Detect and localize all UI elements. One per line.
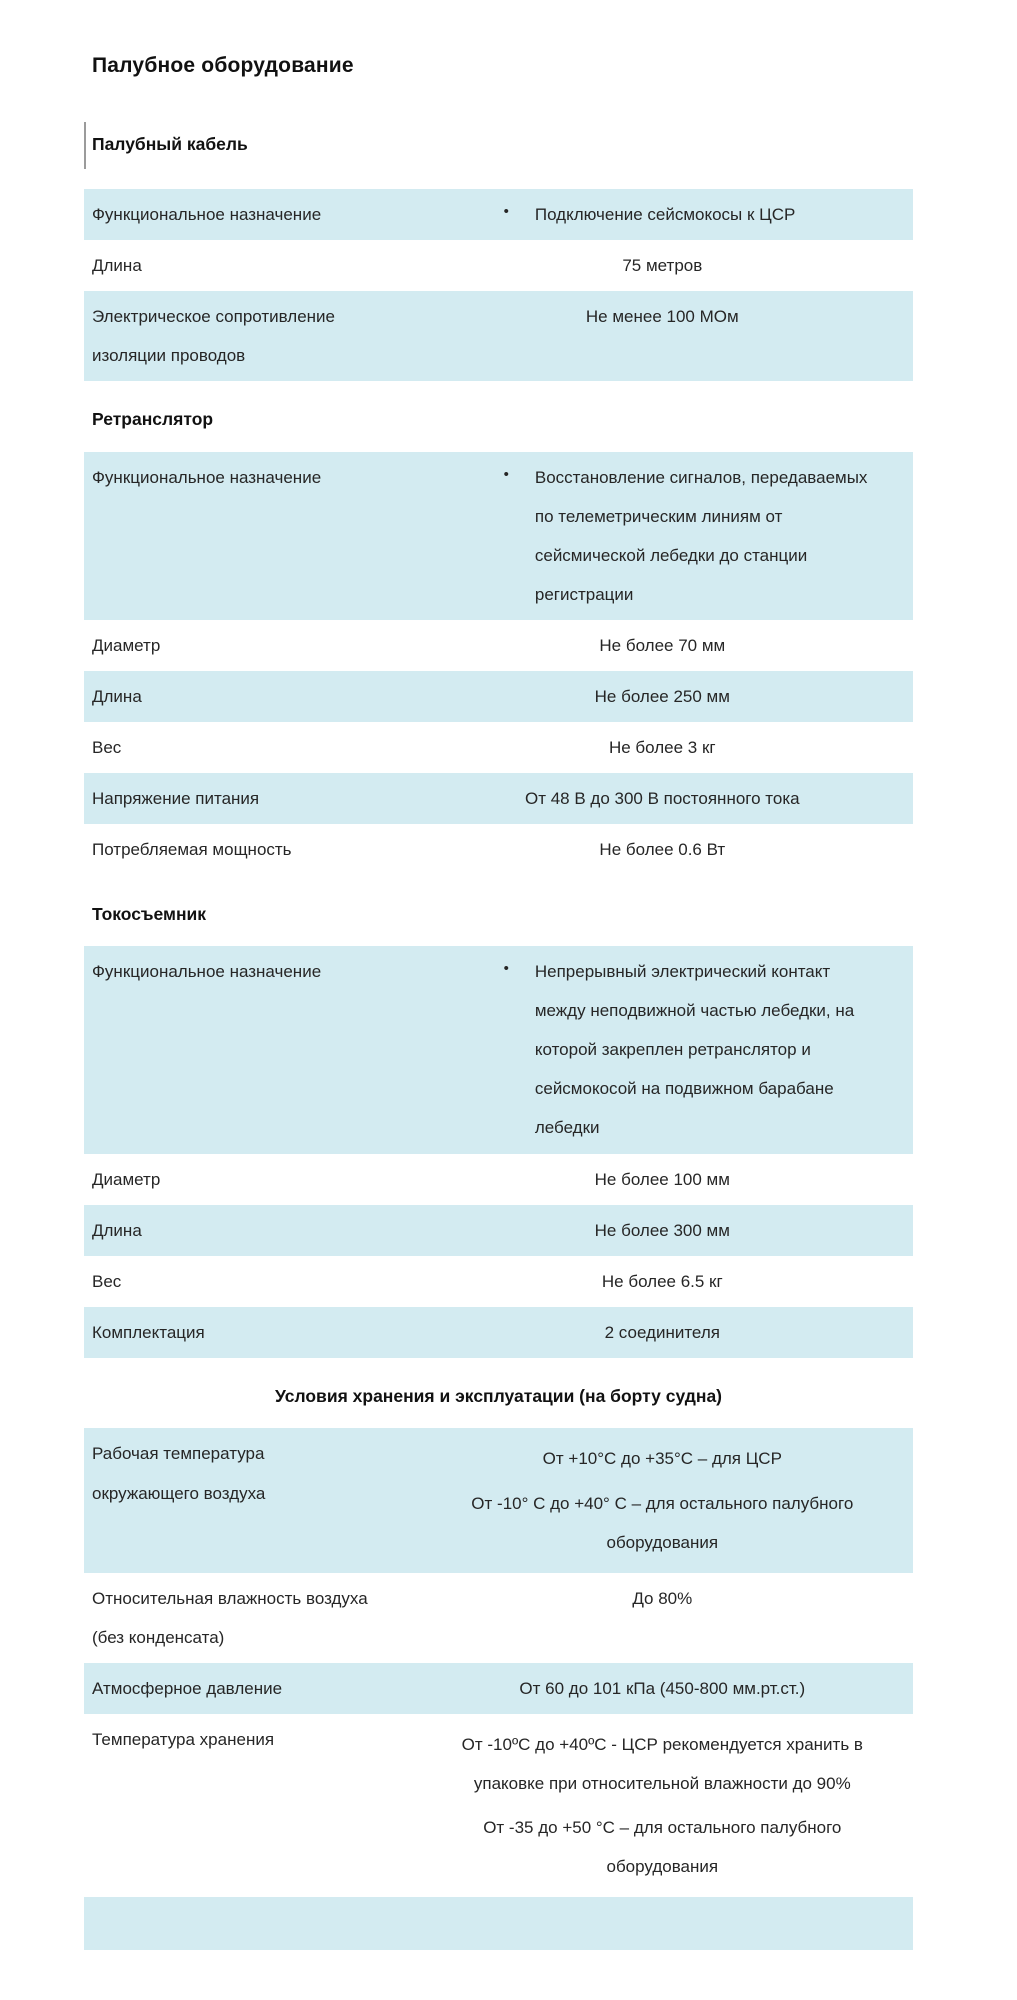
row-value: Не более 3 кг — [608, 738, 716, 758]
row-label: Напряжение питания — [92, 789, 260, 809]
table-row — [84, 1154, 913, 1205]
row-label: Функциональное назначение — [92, 204, 322, 224]
table-row — [84, 291, 913, 381]
spec-table-repeater — [84, 452, 913, 876]
empty-row — [84, 1897, 913, 1950]
bullet-text: Подключение сейсмокосы к ЦСР — [534, 204, 796, 224]
table-row — [84, 1307, 913, 1358]
table-row — [84, 620, 913, 671]
table-row — [84, 722, 913, 773]
table-row — [84, 1663, 913, 1714]
row-label: Комплектация — [92, 1322, 205, 1342]
page-title: Палубное оборудование — [92, 54, 354, 77]
section-heading-repeater: Ретранслятор — [92, 409, 214, 430]
table-row — [84, 1256, 913, 1307]
row-value — [416, 458, 913, 614]
table-row — [84, 671, 913, 722]
row-value: Не более 100 мм — [594, 1169, 730, 1189]
row-value: До 80% — [632, 1588, 693, 1608]
table-row — [84, 824, 913, 875]
row-label: Атмосферное давление — [92, 1678, 283, 1698]
value-paragraph: От -10° С до +40° С – для остального палубного оборудования — [471, 1493, 854, 1552]
row-value: Не более 70 мм — [599, 636, 726, 656]
value-paragraph: От +10°C до +35°C – для ЦСР — [542, 1449, 782, 1469]
row-label: Функциональное назначение — [92, 467, 322, 487]
table-row — [84, 1205, 913, 1256]
table-row — [84, 773, 913, 824]
row-label: Длина — [92, 687, 142, 707]
row-value — [416, 952, 913, 1147]
table-row — [84, 946, 913, 1153]
row-label: Вес — [92, 1271, 122, 1291]
row-value: Не более 0.6 Вт — [599, 840, 726, 860]
row-label: Длина — [92, 255, 142, 275]
table-row — [84, 189, 913, 240]
row-value: Не более 250 мм — [594, 687, 730, 707]
section-heading-slip-ring: Токосъемник — [92, 903, 207, 924]
row-label: Длина — [92, 1220, 142, 1240]
spec-table-slip-ring — [84, 946, 913, 1358]
row-value: 75 метров — [622, 255, 703, 275]
row-label: Диаметр — [92, 1169, 161, 1189]
table-row — [84, 1428, 913, 1572]
row-label: Электрическое сопротивление изоляции проводов — [92, 307, 335, 366]
row-label: Вес — [92, 738, 122, 758]
row-value: 2 соединителя — [604, 1322, 720, 1342]
spec-table-deck-cable — [84, 189, 913, 381]
spec-table-storage-conditions — [84, 1428, 913, 1950]
row-label: Рабочая температура окружающего воздуха — [92, 1444, 266, 1503]
row-value — [416, 1720, 913, 1891]
row-value: Не более 300 мм — [594, 1220, 730, 1240]
table-row — [84, 452, 913, 620]
row-value: Не более 6.5 кг — [601, 1271, 723, 1291]
table-row — [84, 240, 913, 291]
section-heading-storage-conditions: Условия хранения и эксплуатации (на борту судна) — [274, 1385, 723, 1406]
row-value — [416, 195, 913, 234]
row-label: Потребляемая мощность — [92, 840, 292, 860]
row-value — [416, 1434, 913, 1566]
row-value: От 48 В до 300 В постоянного тока — [524, 789, 800, 809]
value-paragraph: От -10ºС до +40ºС - ЦСР рекомендуется хранить в упаковке при относительной влажности до 90% — [461, 1734, 863, 1794]
row-label: Относительная влажность воздуха (без конденсата) — [92, 1588, 368, 1647]
row-label: Диаметр — [92, 636, 161, 656]
row-value: От 60 до 101 кПа (450-800 мм.рт.ст.) — [519, 1678, 806, 1698]
bullet-text: Восстановление сигналов, передаваемых по телеметрическим линиям от сейсмической лебедки до станции регистрации — [534, 467, 868, 604]
value-paragraph: От -35 до +50 °С – для остального палубного оборудования — [483, 1818, 842, 1877]
table-row — [84, 1573, 913, 1663]
bullet-icon: • — [503, 465, 509, 483]
table-row — [84, 1714, 913, 1897]
bullet-icon: • — [503, 960, 509, 978]
row-value: Не менее 100 МОм — [585, 307, 739, 327]
bullet-text: Непрерывный электрический контакт между неподвижной частью лебедки, на которой закреплен ретранслятор и сейсмокосой на подвижном барабане лебедки — [534, 962, 855, 1138]
row-label: Температура хранения — [92, 1729, 275, 1749]
row-label: Функциональное назначение — [92, 962, 322, 982]
section-heading-deck-cable: Палубный кабель — [84, 122, 913, 169]
bullet-icon: • — [503, 202, 509, 220]
